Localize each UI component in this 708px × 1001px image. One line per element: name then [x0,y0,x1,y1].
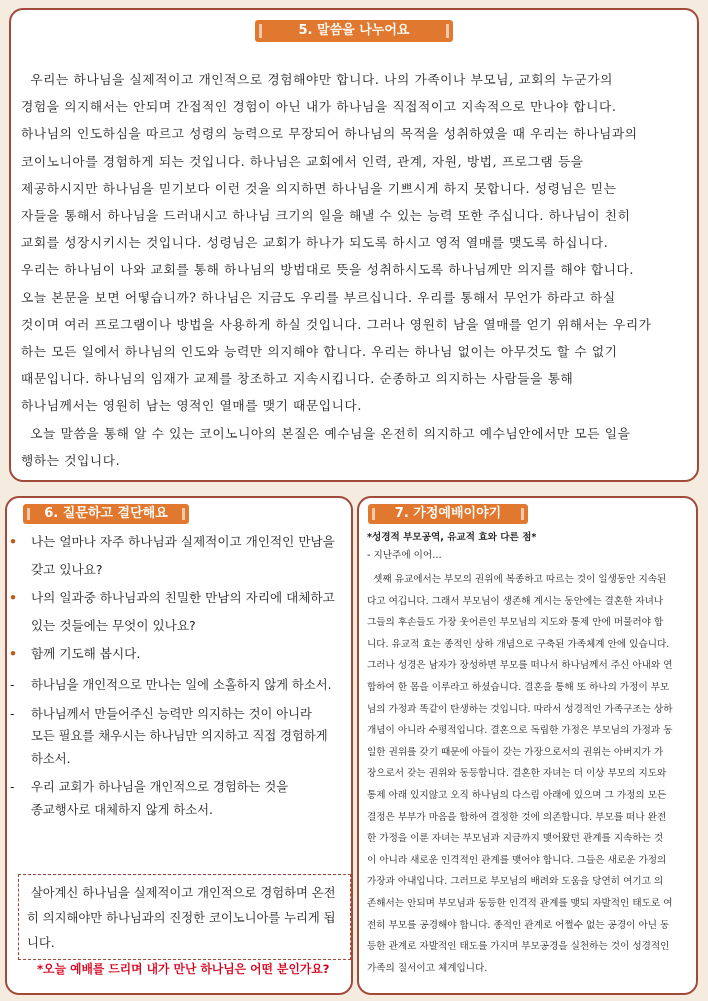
section-6-title: 6. 질문하고 결단해요 [23,504,189,524]
question-item [7,528,347,556]
section-5-title: 5. 말씀을 나누어요 [255,20,453,42]
sermon-line: 오늘 본문을 보면 어떻습니까? 하나님은 지금도 우리를 부르십니다. 우리를 통해서 무언가 하라고 하실 [21,289,616,305]
family-worship-line: 그러나 성경은 남자가 장성하면 부모를 떠나서 하나님께서 주신 아내와 연 [367,660,673,672]
question-text: 나의 일과중 하나님과의 친밀한 만남의 자리에 대체하고 [31,590,335,605]
bullet-icon: • [9,646,18,661]
prayer-item [7,748,347,771]
resolution-line: 니다. [27,936,55,950]
sermon-line: 경험을 의지해서는 안되며 간접적인 경험이 아닌 내가 하나님을 직접적이고 지속적으로 만나야 합니다. [21,99,617,115]
question-item [7,584,347,612]
sermon-line: 우리는 하나님이 나와 교회를 통해 하나님의 방법대로 뜻을 성취하시도록 하나님께만 의지를 해야 합니다. [21,262,635,278]
prayer-text: 모든 필요를 채우시는 하나님만 의지하고 직접 경험하게 [31,729,328,743]
family-worship-line: 이 아니라 새로운 인격적인 관계를 맺어야 합니다. 그들은 새로운 가정의 [367,854,667,866]
prayer-text: 종교행사로 대체하지 않게 하소서. [31,802,213,817]
question-text: 있는 것들에는 무엇이 있나요? [31,618,196,633]
sermon-body [21,66,693,474]
sermon-line: 때문입니다. 하나님의 임재가 교제를 창조하고 지속시킵니다. 순종하고 의지하는 사람들을 통해 [21,371,574,387]
family-worship-line: 그들의 후손들도 가장 웃어른인 부모님의 지도와 통제 안에 머물러야 합 [367,617,664,629]
prayer-text: 우리 교회가 하나님을 개인적으로 경험하는 것을 [31,780,289,794]
prayer-item [7,799,347,822]
sermon-line: 제공하시지만 하나님을 믿기보다 이런 것을 의지하면 하나님을 기쁘시게 하지 못합니다. 성령님은 믿는 [21,180,617,196]
family-worship-line: 셋째 유교에서는 부모의 권위에 복종하고 따르는 것이 일생동안 지속된 [367,574,667,585]
family-worship-line: 한 가정을 이룬 자녀는 부모님과 지금까지 맺어왔던 관계를 지속하는 것 [367,833,664,845]
prayer-item [7,725,347,748]
sermon-line: 하나님의 인도하심을 따르고 성령의 능력으로 무장되어 하나님의 목적을 성취하였을 때 우리는 하나님과의 [21,126,638,142]
family-worship-line: 전히 부모를 공경해야 합니다. 종적인 관계로 어쩔수 없는 공경이 아닌 동 [367,919,670,931]
question-text: 갖고 있나요? [31,562,103,577]
sermon-line: 교회를 성장시키시는 것입니다. 성령님은 교회가 하나가 되도록 하시고 영적 열매를 맺도록 하십니다. [21,235,609,251]
prayer-text: 하소서. [31,751,71,766]
sermon-line: 오늘 말씀을 통해 알 수 있는 코이노니아의 본질은 예수님을 온전히 의지하고 예수님안에서만 모든 일을 [21,425,631,441]
continued-note: - 지난주에 이어… [367,550,442,561]
question-text: 나는 얼마나 자주 하나님과 실제적이고 개인적인 만남을 [31,534,335,549]
family-worship-line: 가족의 질서이고 체계입니다. [367,962,488,974]
sermon-line: 코이노니아를 경험하게 되는 것입니다. 하나님은 교회에서 인력, 관계, 자원, 방법, 프로그램 등을 [21,153,584,169]
dash-marker: - [10,706,15,721]
bullet-icon: • [9,590,18,605]
family-worship-subtitle: *성경적 부모공역, 유교적 효와 다른 점* [367,532,537,543]
bullet-icon: • [9,534,18,549]
dash-marker: - [10,780,15,794]
sermon-line: 하는 모든 일에서 하나님의 인도와 능력만 의지해야 합니다. 우리는 하나님 없이는 아무것도 할 수 없기 [21,344,618,360]
family-worship-line: 니다. 유교적 효는 종적인 상하 개념으로 구축된 가족체계 안에 있습니다. [367,638,670,650]
family-worship-line: 결정은 부부가 마음을 합하여 결정한 것에 의존합니다. 부모를 떠나 완전 [367,811,667,823]
sermon-line: 우리는 하나님을 실제적이고 개인적으로 경험해야만 합니다. 나의 가족이나 부모님, 교회의 누군가의 [21,72,613,87]
family-worship-line: 님의 가정과 똑같이 탄생하는 것입니다. 따라서 성경적인 가족구조는 상하 [367,703,673,715]
family-worship-line: 존해서는 안되며 부모님과 동등한 인격적 관계를 맺되 자발적인 태도로 여 [367,897,673,909]
section-7-title: 7. 가정예배이야기 [368,504,528,524]
resolution-box [18,874,351,960]
family-worship-line: 개념이 아니라 수평적입니다. 결혼으로 독립한 가정은 부모님의 가정과 동 [367,725,673,737]
prayer-text: 하나님을 개인적으로 만나는 일에 소홀하지 않게 하소서. [31,678,332,692]
prayer-item [7,674,347,697]
questions-section [5,496,353,995]
prayer-item [7,776,347,799]
prayer-text: 하나님께서 만들어주신 능력만 의지하는 것이 아니라 [31,706,312,721]
prayer-item [7,703,347,726]
resolution-line: 히 의지해야만 하나님과의 진정한 코이노니아를 누리게 됩 [27,911,336,925]
question-text: 함께 기도해 봅시다. [31,646,141,661]
sermon-section [9,8,699,482]
question-list [7,528,347,821]
question-item [7,556,347,584]
family-worship-line: 가장과 아내입니다. 그러므로 부모님의 배려와 도움을 당연히 여기고 의 [367,876,664,888]
resolution-line: 살아계신 하나님을 실제적이고 개인적으로 경험하며 온전 [27,886,336,900]
question-item [7,612,347,640]
dash-marker: - [10,678,15,692]
question-item [7,640,347,668]
sermon-line: 것이며 여러 프로그램이나 방법을 사용하게 하실 것입니다. 그러나 영원히 남을 열매를 얻기 위해서는 우리가 [21,316,652,332]
family-worship-line: 합하여 한 몸을 이루라고 하셨습니다. 결혼을 통해 또 하나의 가정이 부모 [367,681,670,693]
family-worship-line: 장으로서 갖는 권위와 동등합니다. 결혼한 자녀는 더 이상 부모의 지도와 [367,768,667,780]
family-worship-line: 통제 아래 있지않고 오직 하나님의 다스림 아래에 있으며 그 가정의 모든 [367,789,667,801]
sermon-line: 자들을 통해서 하나님을 드러내시고 하나님 크기의 일을 해낼 수 있는 능력 또한 주십니다. 하나님이 친히 [21,208,631,224]
family-worship-line: 등한 관계로 자발적인 태도를 가지며 부모공경을 실천하는 것이 성경적인 [367,941,670,953]
sermon-line: 하나님께서는 영원히 남는 영적인 열매를 맺기 때문입니다. [21,398,362,414]
reflection-note: *오늘 예배를 드리며 내가 만난 하나님은 어떤 분인가요? [37,962,330,976]
family-worship-line: 다고 여깁니다. 그래서 부모님이 생존해 계시는 동안에는 결혼한 자녀나 [367,595,664,607]
family-worship-line: 일한 권위를 갖기 때문에 아들이 갖는 가장으로서의 권위는 아버지가 가 [367,746,664,758]
family-worship-body [367,569,692,979]
sermon-line: 행하는 것입니다. [21,452,121,468]
family-worship-section [357,496,698,995]
